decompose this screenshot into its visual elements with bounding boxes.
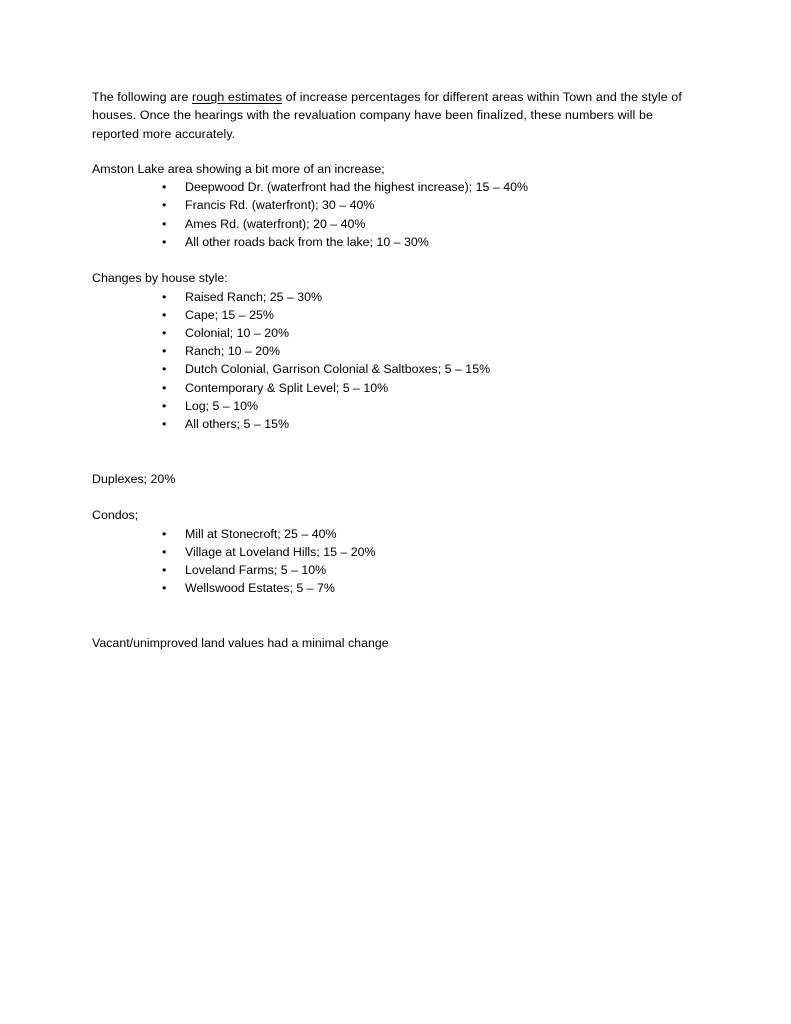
bullet-icon: •	[162, 234, 167, 249]
list-item-label: Wellswood Estates; 5 – 7%	[185, 581, 335, 596]
list-item	[92, 561, 700, 579]
list-amston-lake	[92, 178, 700, 251]
list-item	[92, 342, 700, 360]
list-item-label: Raised Ranch; 25 – 30%	[185, 289, 323, 304]
closing-line: Vacant/unimproved land values had a minimal change	[92, 635, 389, 650]
list-house-style	[92, 288, 700, 434]
intro-emphasis-rough-estimates: rough estimates	[192, 90, 283, 104]
spacer	[92, 433, 700, 470]
bullet-icon: •	[162, 289, 167, 304]
bullet-icon: •	[162, 417, 167, 432]
list-item	[92, 543, 700, 561]
list-condos	[92, 525, 700, 598]
list-item-label: Deepwood Dr. (waterfront had the highest increase); 15 – 40%	[185, 180, 529, 195]
list-item	[92, 196, 700, 214]
list-item-label: Mill at Stonecroft; 25 – 40%	[185, 526, 337, 541]
bullet-icon: •	[162, 544, 167, 559]
spacer	[92, 251, 700, 269]
list-item-label: Francis Rd. (waterfront); 30 – 40%	[185, 198, 375, 213]
bullet-icon: •	[162, 398, 167, 413]
list-item	[92, 397, 700, 415]
section-heading-amston-lake: Amston Lake area showing a bit more of an increase;	[92, 161, 385, 176]
list-item-label: Cape; 15 – 25%	[185, 307, 274, 322]
list-item-label: Village at Loveland Hills; 15 – 20%	[185, 544, 376, 559]
spacer	[92, 597, 700, 634]
bullet-icon: •	[162, 180, 167, 195]
list-item	[92, 415, 700, 433]
list-item-label: All others; 5 – 15%	[185, 417, 290, 432]
list-item	[92, 579, 700, 597]
bullet-icon: •	[162, 526, 167, 541]
intro-text-before: The following are	[92, 90, 193, 104]
intro-text-after: of increase percentages for different areas within Town and the style of houses. Once the hearings with the revaluation company have been finalized, these numbers will be reported more accurately.	[92, 90, 682, 141]
document-body	[92, 88, 700, 652]
list-item	[92, 379, 700, 397]
spacer	[92, 143, 700, 160]
list-item-label: Ames Rd. (waterfront); 20 – 40%	[185, 216, 366, 231]
spacer	[92, 488, 700, 506]
section-heading-house-style: Changes by house style:	[92, 271, 228, 286]
bullet-icon: •	[162, 563, 167, 578]
list-item-label: Ranch; 10 – 20%	[185, 344, 281, 359]
list-item	[92, 215, 700, 233]
duplexes-line: Duplexes; 20%	[92, 471, 176, 486]
bullet-icon: •	[162, 380, 167, 395]
list-item	[92, 288, 700, 306]
list-item	[92, 178, 700, 196]
list-item-label: All other roads back from the lake; 10 – 30%	[185, 234, 429, 249]
list-item	[92, 360, 700, 378]
list-item-label: Log; 5 – 10%	[185, 398, 259, 413]
bullet-icon: •	[162, 581, 167, 596]
list-item	[92, 324, 700, 342]
bullet-icon: •	[162, 362, 167, 377]
list-item-label: Colonial; 10 – 20%	[185, 326, 290, 340]
list-item-label: Contemporary & Split Level; 5 – 10%	[185, 380, 389, 395]
bullet-icon: •	[162, 344, 167, 359]
list-item-label: Dutch Colonial, Garrison Colonial & Saltboxes; 5 – 15%	[185, 362, 491, 377]
list-item	[92, 233, 700, 251]
bullet-icon: •	[162, 307, 167, 322]
list-item-label: Loveland Farms; 5 – 10%	[185, 563, 327, 578]
bullet-icon: •	[162, 198, 167, 213]
bullet-icon: •	[162, 216, 167, 231]
bullet-icon: •	[162, 326, 167, 340]
list-item	[92, 525, 700, 543]
section-heading-condos: Condos;	[92, 508, 139, 523]
intro-paragraph	[92, 88, 700, 143]
list-item	[92, 306, 700, 324]
